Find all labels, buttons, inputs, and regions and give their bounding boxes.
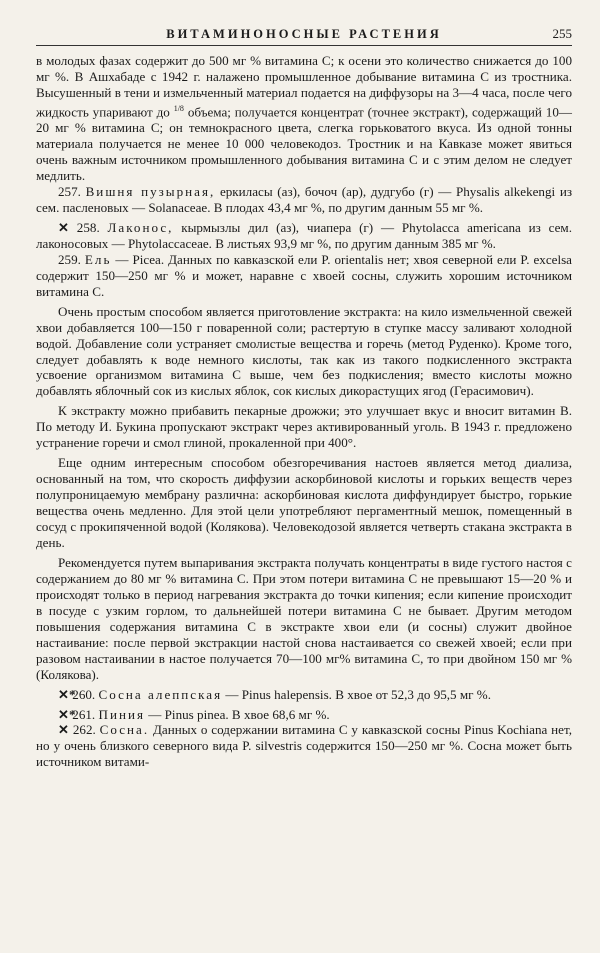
species-entry-262 (36, 722, 572, 770)
fraction-superscript: 1/8 (173, 103, 184, 113)
entry-text: — Picea. Данных по кавказской ели P. orientalis нет; хвоя северной ели P. excelsa содержит 150—250 мг % и может, наравне с хвоей сосны, служить хорошим источником витамина С. (36, 251, 572, 299)
entry-number: 257. (58, 183, 81, 199)
paragraph-continued (36, 53, 572, 184)
entry-text: Данных о содержании витамина С у кавказской сосны Pinus Kochiana нет, но у очень близкого северного вида P. silvestris содержится 150—250 мг %. Сосна может быть источником витами- (36, 722, 572, 770)
paragraph: К экстракту можно прибавить пекарные дрожжи; это улучшает вкус и вносит витамин В. По методу И. Букина пропускают экстракт через активированный уголь. В 1943 г. предложено устранение горечи и смол глиной, прокаленной при 400°. (36, 403, 572, 451)
page-number: 255 (552, 26, 572, 41)
entry-text: — Pinus pinea. В хвое 68,6 мг %. (148, 706, 330, 722)
page-body (36, 53, 572, 770)
cross-mark-icon: ✕ (58, 722, 69, 738)
species-entry-260 (36, 687, 572, 703)
cross-star-mark-icon: ✕* (58, 706, 76, 722)
entry-number: 262. (72, 722, 96, 738)
species-name: Сосна алеппская (98, 686, 223, 702)
species-entry-261 (36, 707, 572, 723)
paragraph-text: объема; получается концентрат (точнее экстракт), содержащий 10—20 мг % витамина С; он темнокрасного цвета, слегка горьковатого вкуса. Из одной тонны материала получается не менее 10 000 человекодоз. Тростник и на Кавказе может явиться очень важным источником промышленного добывания витамина С и с этим делом не следует медлить. (36, 104, 572, 184)
entry-number: 258. (76, 219, 100, 235)
species-name: Лаконос, (107, 219, 174, 235)
running-head: ВИТАМИНОНОСНЫЕ РАСТЕНИЯ (166, 27, 442, 41)
paragraph: Рекомендуется путем выпаривания экстракта получать концентраты в виде густого настоя с содержанием до 80 мг % витамина С. При этом потери витамина С не превышают 15—20 % и происходят только в период нагревания экстракта до точки кипения; если кипение происходит в посуде с узким горлом, то дальнейшей потери витамина С не бывает. Другим методом повышения содержания витамина С в экстракте хвои ели (и сосны) служит двойное настаивание: после первой экстракции настой снова настаивается со свежей хвоей; если при разовом настаивании в настое получается 70—100 мг% витамина С, то при двойном 150 мг % (Колякова). (36, 554, 572, 682)
species-name: Пиния (98, 706, 145, 722)
cross-star-mark-icon: ✕* (58, 686, 76, 702)
species-entry-257 (36, 184, 572, 216)
entry-number: 260. (72, 686, 96, 702)
entry-text: еркиласы (аз), бочоч (ар), дудгубо (г) — Physalis alkekengi из сем. пасленовых — Solanaceae. В плодах 43,4 мг %, по другим данным 55 мг %. (36, 183, 572, 215)
entry-text: кырмызлы дил (аз), чиапера (г) — Phytolacca americana из сем. лаконосовых — Phytolaccaceae. В листьях 93,9 мг %, по другим данным 385 мг %. (36, 219, 572, 251)
paragraph-text: в молодых фазах содержит до 500 мг % витамина С; к осени это количество снижается до 100 мг %. В Ашхабаде с 1942 г. налажено промышленное добывание витамина С из тростника. Высушенный в тени и измельченный материал подается на диффузоры на 3—4 часа, после чего жидкость упаривают до (36, 53, 573, 120)
entry-number: 261. (72, 706, 96, 722)
paragraph: Очень простым способом является приготовление экстракта: на кило измельченной свежей хвои добавляется 100—150 г поваренной соли; растертую в ступке массу заливают холодной водой. Добавление соли устраняет смолистые вещества и горечь (метод Руденко). Кроме того, следует добавлять к воде немного кислоты, так как из такого подкисленного экстракта усвоение организмом витамина С выше, чем без подкисления; вместо кислоты можно добавлять яблочный сок из кислых яблок, сок кислых дикорастущих ягод (Герасимович). (36, 303, 572, 399)
page-header (36, 26, 572, 46)
species-entry-258 (36, 220, 572, 252)
entry-text: — Pinus halepensis. В хвое от 52,3 до 95,5 мг %. (225, 686, 491, 702)
species-name: Вишня пузырная, (85, 183, 216, 199)
entry-number: 259. (58, 251, 81, 267)
species-name: Ель (84, 251, 112, 267)
paragraph: Еще одним интересным способом обезгоречивания настоев является метод диализа, основанный на том, что скорость диффузии аскорбиновой кислоты и горьких веществ через полупроницаемую мембрану различна: аскорбиновая кислота диффундирует быстро, горькие вещества очень медленно. Для этой цели употребляют пергаментный мешок, помещенный в сосуд с прокипяченной водой (Колякова). Человекодозой является четверть стакана экстракта в день. (36, 455, 572, 550)
species-entry-259 (36, 252, 572, 300)
species-name: Сосна. (99, 722, 150, 738)
cross-mark-icon: ✕ (58, 219, 69, 235)
